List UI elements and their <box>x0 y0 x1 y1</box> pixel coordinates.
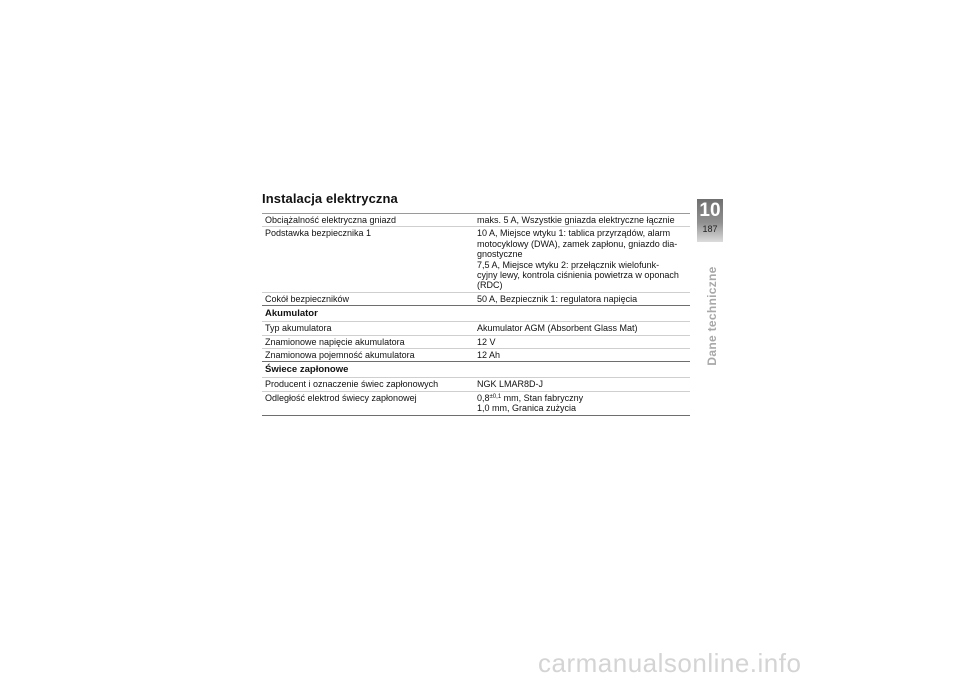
value-line: 10 A, Miejsce wtyku 1: tablica przyrządów, alarm <box>477 228 671 239</box>
row-label: Obciążalność elektryczna gniazd <box>265 215 397 225</box>
table-row <box>262 322 690 335</box>
value-line: motocyklowy (DWA), zamek zapłonu, gniazdo dia- <box>477 238 678 249</box>
table-row <box>262 293 690 306</box>
section-heading-battery: Akumulator <box>262 306 690 322</box>
chapter-number: 10 <box>699 200 721 221</box>
value-line: 1,0 mm, Granica zużycia <box>477 403 577 414</box>
value-line: (RDC) <box>477 280 503 291</box>
row-value <box>475 294 689 304</box>
table-row <box>262 349 690 362</box>
row-value: NGK LMAR8D-J <box>477 379 544 390</box>
table-row <box>262 214 690 227</box>
row-value: 12 Ah <box>477 350 501 361</box>
value-line: gnostyczne <box>477 249 523 260</box>
table-row <box>262 378 690 391</box>
table-row <box>262 336 690 349</box>
value-line: cyjny lewy, kontrola ciśnienia powietrza w oponach <box>477 270 679 281</box>
row-value <box>475 228 689 290</box>
value-line: 50 A, Bezpiecznik 1: regulatora napięcia <box>477 293 638 304</box>
value-line: 7,5 A, Miejsce wtyku 2: przełącznik wielofunk- <box>477 259 660 270</box>
row-label: Cokół bezpieczników <box>265 293 350 304</box>
watermark: carmanualsonline.info <box>538 648 802 678</box>
section-heading-spark-plugs: Świece zapłonowe <box>262 362 690 378</box>
value-line: maks. 5 A, Wszystkie gniazda elektryczne łącznie <box>477 215 675 225</box>
row-value <box>475 215 689 225</box>
row-value: Akumulator AGM (Absorbent Glass Mat) <box>477 323 638 334</box>
section-title: Instalacja elektryczna <box>262 191 398 206</box>
chapter-side-label: Dane techniczne <box>705 266 719 366</box>
gap-suffix: mm, Stan fabryczny <box>501 392 584 403</box>
spec-table <box>262 213 690 416</box>
gap-tolerance: ±0,1 <box>489 393 502 400</box>
row-label: Odległość elektrod świecy zapłonowej <box>265 392 417 403</box>
row-value: 12 V <box>477 336 496 347</box>
row-label: Znamionowa pojemność akumulatora <box>265 350 415 361</box>
page-number: 187 <box>702 224 718 234</box>
row-value <box>475 393 689 414</box>
row-label: Znamionowe napięcie akumulatora <box>265 336 405 347</box>
row-label: Podstawka bezpiecznika 1 <box>265 228 372 239</box>
row-label: Producent i oznaczenie świec zapłonowych <box>265 379 439 390</box>
gap-value: 0,8 <box>477 392 490 403</box>
value-line <box>477 393 689 403</box>
chapter-tab <box>697 199 723 242</box>
table-row <box>262 392 690 415</box>
row-label: Typ akumulatora <box>265 323 332 334</box>
table-row <box>262 227 690 292</box>
